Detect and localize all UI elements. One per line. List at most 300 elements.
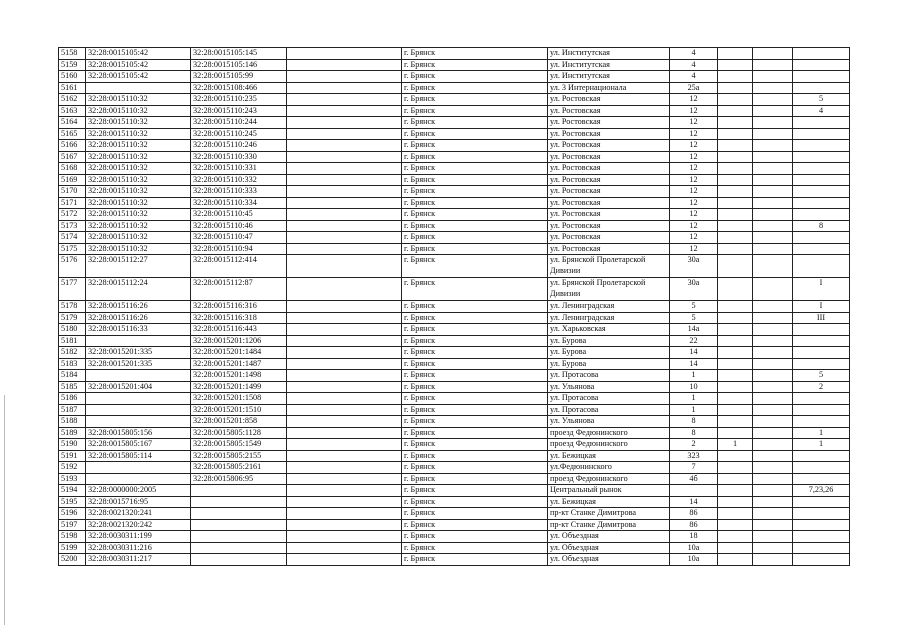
object-cadastral-number-cell: 32:28:0015110:332 [191, 174, 287, 186]
column-9-cell [753, 393, 793, 405]
object-cadastral-number-cell: 32:28:0015805:2155 [191, 450, 287, 462]
house-number-cell: 14 [670, 358, 718, 370]
empty-cell [287, 151, 402, 163]
table-row [59, 496, 850, 508]
table-row [59, 347, 850, 359]
parcel-cadastral-number-cell: 32:28:0015110:32 [86, 117, 191, 129]
street-cell: пр-кт Станке Димитрова [548, 508, 670, 520]
parcel-cadastral-number-cell: 32:28:0015201:335 [86, 358, 191, 370]
table-row [59, 94, 850, 106]
parcel-cadastral-number-cell [86, 82, 191, 94]
column-8-cell [718, 381, 753, 393]
row-number-cell: 5185 [59, 381, 86, 393]
street-cell: ул. Брянской Пролетарской Дивизии [548, 255, 670, 278]
column-9-cell [753, 151, 793, 163]
column-9-cell [753, 450, 793, 462]
parcel-cadastral-number-cell: 32:28:0030311:216 [86, 542, 191, 554]
parcel-cadastral-number-cell: 32:28:0000000:2005 [86, 485, 191, 497]
row-number-cell: 5165 [59, 128, 86, 140]
parcel-cadastral-number-cell: 32:28:0015716:95 [86, 496, 191, 508]
table-row [59, 393, 850, 405]
city-cell: г. Брянск [402, 82, 548, 94]
column-8-cell [718, 197, 753, 209]
parcel-cadastral-number-cell: 32:28:0015110:32 [86, 243, 191, 255]
house-number-cell: 12 [670, 140, 718, 152]
column-10-cell [793, 324, 850, 336]
table-row [59, 485, 850, 497]
empty-cell [287, 542, 402, 554]
empty-cell [287, 335, 402, 347]
table-row [59, 255, 850, 278]
column-8-cell [718, 48, 753, 60]
object-cadastral-number-cell: 32:28:0015112:414 [191, 255, 287, 278]
object-cadastral-number-cell: 32:28:0015105:99 [191, 71, 287, 83]
row-number-cell: 5195 [59, 496, 86, 508]
column-9-cell [753, 278, 793, 301]
street-cell: ул. Бежицкая [548, 450, 670, 462]
register-sheet [58, 47, 850, 566]
parcel-cadastral-number-cell: 32:28:0015110:32 [86, 94, 191, 106]
house-number-cell: 25а [670, 82, 718, 94]
parcel-cadastral-number-cell: 32:28:0015110:32 [86, 163, 191, 175]
row-number-cell: 5183 [59, 358, 86, 370]
column-9-cell [753, 220, 793, 232]
column-9-cell [753, 416, 793, 428]
street-cell: ул. Ростовская [548, 117, 670, 129]
empty-cell [287, 531, 402, 543]
street-cell: ул. Объездная [548, 542, 670, 554]
column-10-cell [793, 473, 850, 485]
empty-cell [287, 232, 402, 244]
parcel-cadastral-number-cell: 32:28:0015105:42 [86, 71, 191, 83]
house-number-cell: 4 [670, 59, 718, 71]
street-cell: ул. Ростовская [548, 232, 670, 244]
empty-cell [287, 140, 402, 152]
column-8-cell: 1 [718, 439, 753, 451]
column-9-cell [753, 312, 793, 324]
table-row [59, 324, 850, 336]
street-cell: проезд Федюнинского [548, 473, 670, 485]
row-number-cell: 5168 [59, 163, 86, 175]
column-8-cell [718, 82, 753, 94]
row-number-cell: 5194 [59, 485, 86, 497]
empty-cell [287, 128, 402, 140]
column-9-cell [753, 462, 793, 474]
city-cell: г. Брянск [402, 186, 548, 198]
column-8-cell [718, 347, 753, 359]
street-cell: ул. Протасова [548, 404, 670, 416]
row-number-cell: 5160 [59, 71, 86, 83]
parcel-cadastral-number-cell: 32:28:0015110:32 [86, 220, 191, 232]
city-cell: г. Брянск [402, 324, 548, 336]
column-8-cell [718, 542, 753, 554]
table-row [59, 243, 850, 255]
empty-cell [287, 197, 402, 209]
column-10-cell: 4 [793, 105, 850, 117]
street-cell: ул. Ростовская [548, 209, 670, 221]
city-cell: г. Брянск [402, 209, 548, 221]
house-number-cell: 7 [670, 462, 718, 474]
house-number-cell [670, 485, 718, 497]
empty-cell [287, 312, 402, 324]
row-number-cell: 5172 [59, 209, 86, 221]
empty-cell [287, 427, 402, 439]
street-cell: ул. Бурова [548, 347, 670, 359]
column-9-cell [753, 128, 793, 140]
empty-cell [287, 416, 402, 428]
street-cell: ул. Ростовская [548, 220, 670, 232]
city-cell: г. Брянск [402, 255, 548, 278]
object-cadastral-number-cell: 32:28:0015201:1508 [191, 393, 287, 405]
column-9-cell [753, 197, 793, 209]
city-cell: г. Брянск [402, 473, 548, 485]
column-8-cell [718, 209, 753, 221]
table-row [59, 209, 850, 221]
column-9-cell [753, 243, 793, 255]
city-cell: г. Брянск [402, 404, 548, 416]
table-row [59, 105, 850, 117]
row-number-cell: 5159 [59, 59, 86, 71]
column-8-cell [718, 450, 753, 462]
column-8-cell [718, 220, 753, 232]
column-10-cell [793, 117, 850, 129]
register-table [58, 47, 850, 566]
column-10-cell [793, 128, 850, 140]
table-row [59, 312, 850, 324]
house-number-cell: 30а [670, 255, 718, 278]
parcel-cadastral-number-cell: 32:28:0015116:33 [86, 324, 191, 336]
column-8-cell [718, 485, 753, 497]
row-number-cell: 5167 [59, 151, 86, 163]
house-number-cell: 14 [670, 496, 718, 508]
house-number-cell: 1 [670, 370, 718, 382]
street-cell: ул. Ленинградская [548, 312, 670, 324]
city-cell: г. Брянск [402, 301, 548, 313]
row-number-cell: 5170 [59, 186, 86, 198]
column-8-cell [718, 163, 753, 175]
city-cell: г. Брянск [402, 347, 548, 359]
street-cell: ул. Ростовская [548, 186, 670, 198]
column-9-cell [753, 485, 793, 497]
parcel-cadastral-number-cell: 32:28:0015105:42 [86, 48, 191, 60]
row-number-cell: 5179 [59, 312, 86, 324]
table-row [59, 404, 850, 416]
object-cadastral-number-cell: 32:28:0015805:2161 [191, 462, 287, 474]
object-cadastral-number-cell: 32:28:0015805:1128 [191, 427, 287, 439]
empty-cell [287, 347, 402, 359]
empty-cell [287, 209, 402, 221]
column-10-cell: 2 [793, 381, 850, 393]
parcel-cadastral-number-cell [86, 393, 191, 405]
column-9-cell [753, 186, 793, 198]
parcel-cadastral-number-cell: 32:28:0015110:32 [86, 151, 191, 163]
city-cell: г. Брянск [402, 381, 548, 393]
parcel-cadastral-number-cell: 32:28:0015105:42 [86, 59, 191, 71]
table-row [59, 59, 850, 71]
object-cadastral-number-cell: 32:28:0015116:318 [191, 312, 287, 324]
column-10-cell [793, 232, 850, 244]
column-10-cell [793, 151, 850, 163]
city-cell: г. Брянск [402, 358, 548, 370]
row-number-cell: 5158 [59, 48, 86, 60]
table-row [59, 82, 850, 94]
parcel-cadastral-number-cell: 32:28:0015110:32 [86, 140, 191, 152]
parcel-cadastral-number-cell [86, 370, 191, 382]
parcel-cadastral-number-cell: 32:28:0015805:167 [86, 439, 191, 451]
column-9-cell [753, 473, 793, 485]
column-9-cell [753, 117, 793, 129]
object-cadastral-number-cell: 32:28:0015110:243 [191, 105, 287, 117]
column-9-cell [753, 48, 793, 60]
column-10-cell [793, 71, 850, 83]
city-cell: г. Брянск [402, 48, 548, 60]
column-10-cell [793, 496, 850, 508]
row-number-cell: 5178 [59, 301, 86, 313]
column-9-cell [753, 427, 793, 439]
house-number-cell: 12 [670, 197, 718, 209]
empty-cell [287, 71, 402, 83]
empty-cell [287, 393, 402, 405]
table-row [59, 554, 850, 566]
empty-cell [287, 473, 402, 485]
row-number-cell: 5163 [59, 105, 86, 117]
column-9-cell [753, 71, 793, 83]
column-10-cell [793, 48, 850, 60]
column-10-cell [793, 358, 850, 370]
column-9-cell [753, 554, 793, 566]
table-row [59, 439, 850, 451]
table-row [59, 542, 850, 554]
column-10-cell: 5 [793, 94, 850, 106]
table-row [59, 370, 850, 382]
city-cell: г. Брянск [402, 140, 548, 152]
city-cell: г. Брянск [402, 416, 548, 428]
street-cell: Центральный рынок [548, 485, 670, 497]
empty-cell [287, 485, 402, 497]
object-cadastral-number-cell: 32:28:0015201:1510 [191, 404, 287, 416]
table-row [59, 48, 850, 60]
object-cadastral-number-cell: 32:28:0015116:443 [191, 324, 287, 336]
object-cadastral-number-cell: 32:28:0015201:1484 [191, 347, 287, 359]
column-8-cell [718, 94, 753, 106]
city-cell: г. Брянск [402, 485, 548, 497]
column-8-cell [718, 358, 753, 370]
table-row [59, 151, 850, 163]
column-10-cell [793, 186, 850, 198]
city-cell: г. Брянск [402, 450, 548, 462]
object-cadastral-number-cell: 32:28:0015116:316 [191, 301, 287, 313]
house-number-cell: 14а [670, 324, 718, 336]
table-row [59, 301, 850, 313]
house-number-cell: 2 [670, 439, 718, 451]
object-cadastral-number-cell: 32:28:0015201:1487 [191, 358, 287, 370]
column-9-cell [753, 496, 793, 508]
street-cell: ул. Ростовская [548, 140, 670, 152]
house-number-cell: 12 [670, 186, 718, 198]
empty-cell [287, 186, 402, 198]
row-number-cell: 5169 [59, 174, 86, 186]
city-cell: г. Брянск [402, 335, 548, 347]
column-8-cell [718, 174, 753, 186]
house-number-cell: 12 [670, 243, 718, 255]
parcel-cadastral-number-cell [86, 404, 191, 416]
street-cell: ул. Ульянова [548, 381, 670, 393]
column-9-cell [753, 163, 793, 175]
city-cell: г. Брянск [402, 232, 548, 244]
house-number-cell: 4 [670, 48, 718, 60]
parcel-cadastral-number-cell [86, 416, 191, 428]
object-cadastral-number-cell [191, 485, 287, 497]
column-10-cell: I [793, 278, 850, 301]
empty-cell [287, 496, 402, 508]
column-9-cell [753, 94, 793, 106]
column-9-cell [753, 255, 793, 278]
column-9-cell [753, 209, 793, 221]
street-cell: ул. Протасова [548, 393, 670, 405]
column-8-cell [718, 427, 753, 439]
column-10-cell [793, 416, 850, 428]
column-9-cell [753, 232, 793, 244]
house-number-cell: 8 [670, 427, 718, 439]
table-row [59, 450, 850, 462]
parcel-cadastral-number-cell: 32:28:0015116:26 [86, 301, 191, 313]
column-8-cell [718, 370, 753, 382]
column-10-cell: I [793, 301, 850, 313]
column-8-cell [718, 59, 753, 71]
table-row [59, 358, 850, 370]
parcel-cadastral-number-cell: 32:28:0015112:24 [86, 278, 191, 301]
column-8-cell [718, 519, 753, 531]
column-8-cell [718, 243, 753, 255]
parcel-cadastral-number-cell: 32:28:0021320:242 [86, 519, 191, 531]
column-10-cell [793, 347, 850, 359]
empty-cell [287, 462, 402, 474]
row-number-cell: 5189 [59, 427, 86, 439]
table-row [59, 140, 850, 152]
street-cell: ул. Протасова [548, 370, 670, 382]
parcel-cadastral-number-cell: 32:28:0015110:32 [86, 209, 191, 221]
house-number-cell: 30а [670, 278, 718, 301]
empty-cell [287, 94, 402, 106]
city-cell: г. Брянск [402, 531, 548, 543]
row-number-cell: 5193 [59, 473, 86, 485]
row-number-cell: 5186 [59, 393, 86, 405]
column-10-cell [793, 450, 850, 462]
empty-cell [287, 358, 402, 370]
row-number-cell: 5191 [59, 450, 86, 462]
row-number-cell: 5164 [59, 117, 86, 129]
table-row [59, 335, 850, 347]
city-cell: г. Брянск [402, 519, 548, 531]
city-cell: г. Брянск [402, 508, 548, 520]
empty-cell [287, 243, 402, 255]
object-cadastral-number-cell [191, 554, 287, 566]
object-cadastral-number-cell: 32:28:0015806:95 [191, 473, 287, 485]
house-number-cell: 12 [670, 151, 718, 163]
house-number-cell: 8 [670, 416, 718, 428]
street-cell: ул. Бурова [548, 335, 670, 347]
column-9-cell [753, 59, 793, 71]
column-8-cell [718, 117, 753, 129]
column-9-cell [753, 347, 793, 359]
empty-cell [287, 82, 402, 94]
row-number-cell: 5196 [59, 508, 86, 520]
column-8-cell [718, 105, 753, 117]
street-cell: ул. Институтская [548, 48, 670, 60]
house-number-cell: 12 [670, 209, 718, 221]
city-cell: г. Брянск [402, 370, 548, 382]
street-cell: ул. Ростовская [548, 151, 670, 163]
empty-cell [287, 324, 402, 336]
object-cadastral-number-cell: 32:28:0015112:87 [191, 278, 287, 301]
column-8-cell [718, 473, 753, 485]
parcel-cadastral-number-cell: 32:28:0030311:217 [86, 554, 191, 566]
row-number-cell: 5187 [59, 404, 86, 416]
object-cadastral-number-cell: 32:28:0015105:146 [191, 59, 287, 71]
column-10-cell [793, 174, 850, 186]
column-9-cell [753, 140, 793, 152]
empty-cell [287, 381, 402, 393]
parcel-cadastral-number-cell: 32:28:0021320:241 [86, 508, 191, 520]
street-cell: ул. Ростовская [548, 105, 670, 117]
parcel-cadastral-number-cell [86, 473, 191, 485]
table-row [59, 163, 850, 175]
street-cell: ул. Ростовская [548, 174, 670, 186]
column-9-cell [753, 519, 793, 531]
object-cadastral-number-cell: 32:28:0015201:858 [191, 416, 287, 428]
street-cell: ул. Объездная [548, 554, 670, 566]
row-number-cell: 5162 [59, 94, 86, 106]
row-number-cell: 5171 [59, 197, 86, 209]
column-9-cell [753, 531, 793, 543]
column-10-cell [793, 197, 850, 209]
empty-cell [287, 404, 402, 416]
house-number-cell: 10а [670, 542, 718, 554]
empty-cell [287, 174, 402, 186]
house-number-cell: 10 [670, 381, 718, 393]
table-row [59, 427, 850, 439]
city-cell: г. Брянск [402, 439, 548, 451]
city-cell: г. Брянск [402, 163, 548, 175]
column-8-cell [718, 462, 753, 474]
house-number-cell: 12 [670, 174, 718, 186]
table-row [59, 197, 850, 209]
object-cadastral-number-cell: 32:28:0015108:466 [191, 82, 287, 94]
parcel-cadastral-number-cell: 32:28:0015116:26 [86, 312, 191, 324]
parcel-cadastral-number-cell: 32:28:0015110:32 [86, 174, 191, 186]
empty-cell [287, 59, 402, 71]
house-number-cell: 4 [670, 71, 718, 83]
house-number-cell: 5 [670, 312, 718, 324]
column-9-cell [753, 301, 793, 313]
column-8-cell [718, 278, 753, 301]
column-10-cell [793, 531, 850, 543]
column-8-cell [718, 140, 753, 152]
object-cadastral-number-cell: 32:28:0015201:1499 [191, 381, 287, 393]
column-9-cell [753, 358, 793, 370]
column-8-cell [718, 301, 753, 313]
column-8-cell [718, 255, 753, 278]
object-cadastral-number-cell: 32:28:0015110:246 [191, 140, 287, 152]
column-8-cell [718, 324, 753, 336]
object-cadastral-number-cell [191, 519, 287, 531]
house-number-cell: 12 [670, 220, 718, 232]
parcel-cadastral-number-cell: 32:28:0015201:404 [86, 381, 191, 393]
column-8-cell [718, 393, 753, 405]
column-9-cell [753, 508, 793, 520]
empty-cell [287, 508, 402, 520]
row-number-cell: 5199 [59, 542, 86, 554]
